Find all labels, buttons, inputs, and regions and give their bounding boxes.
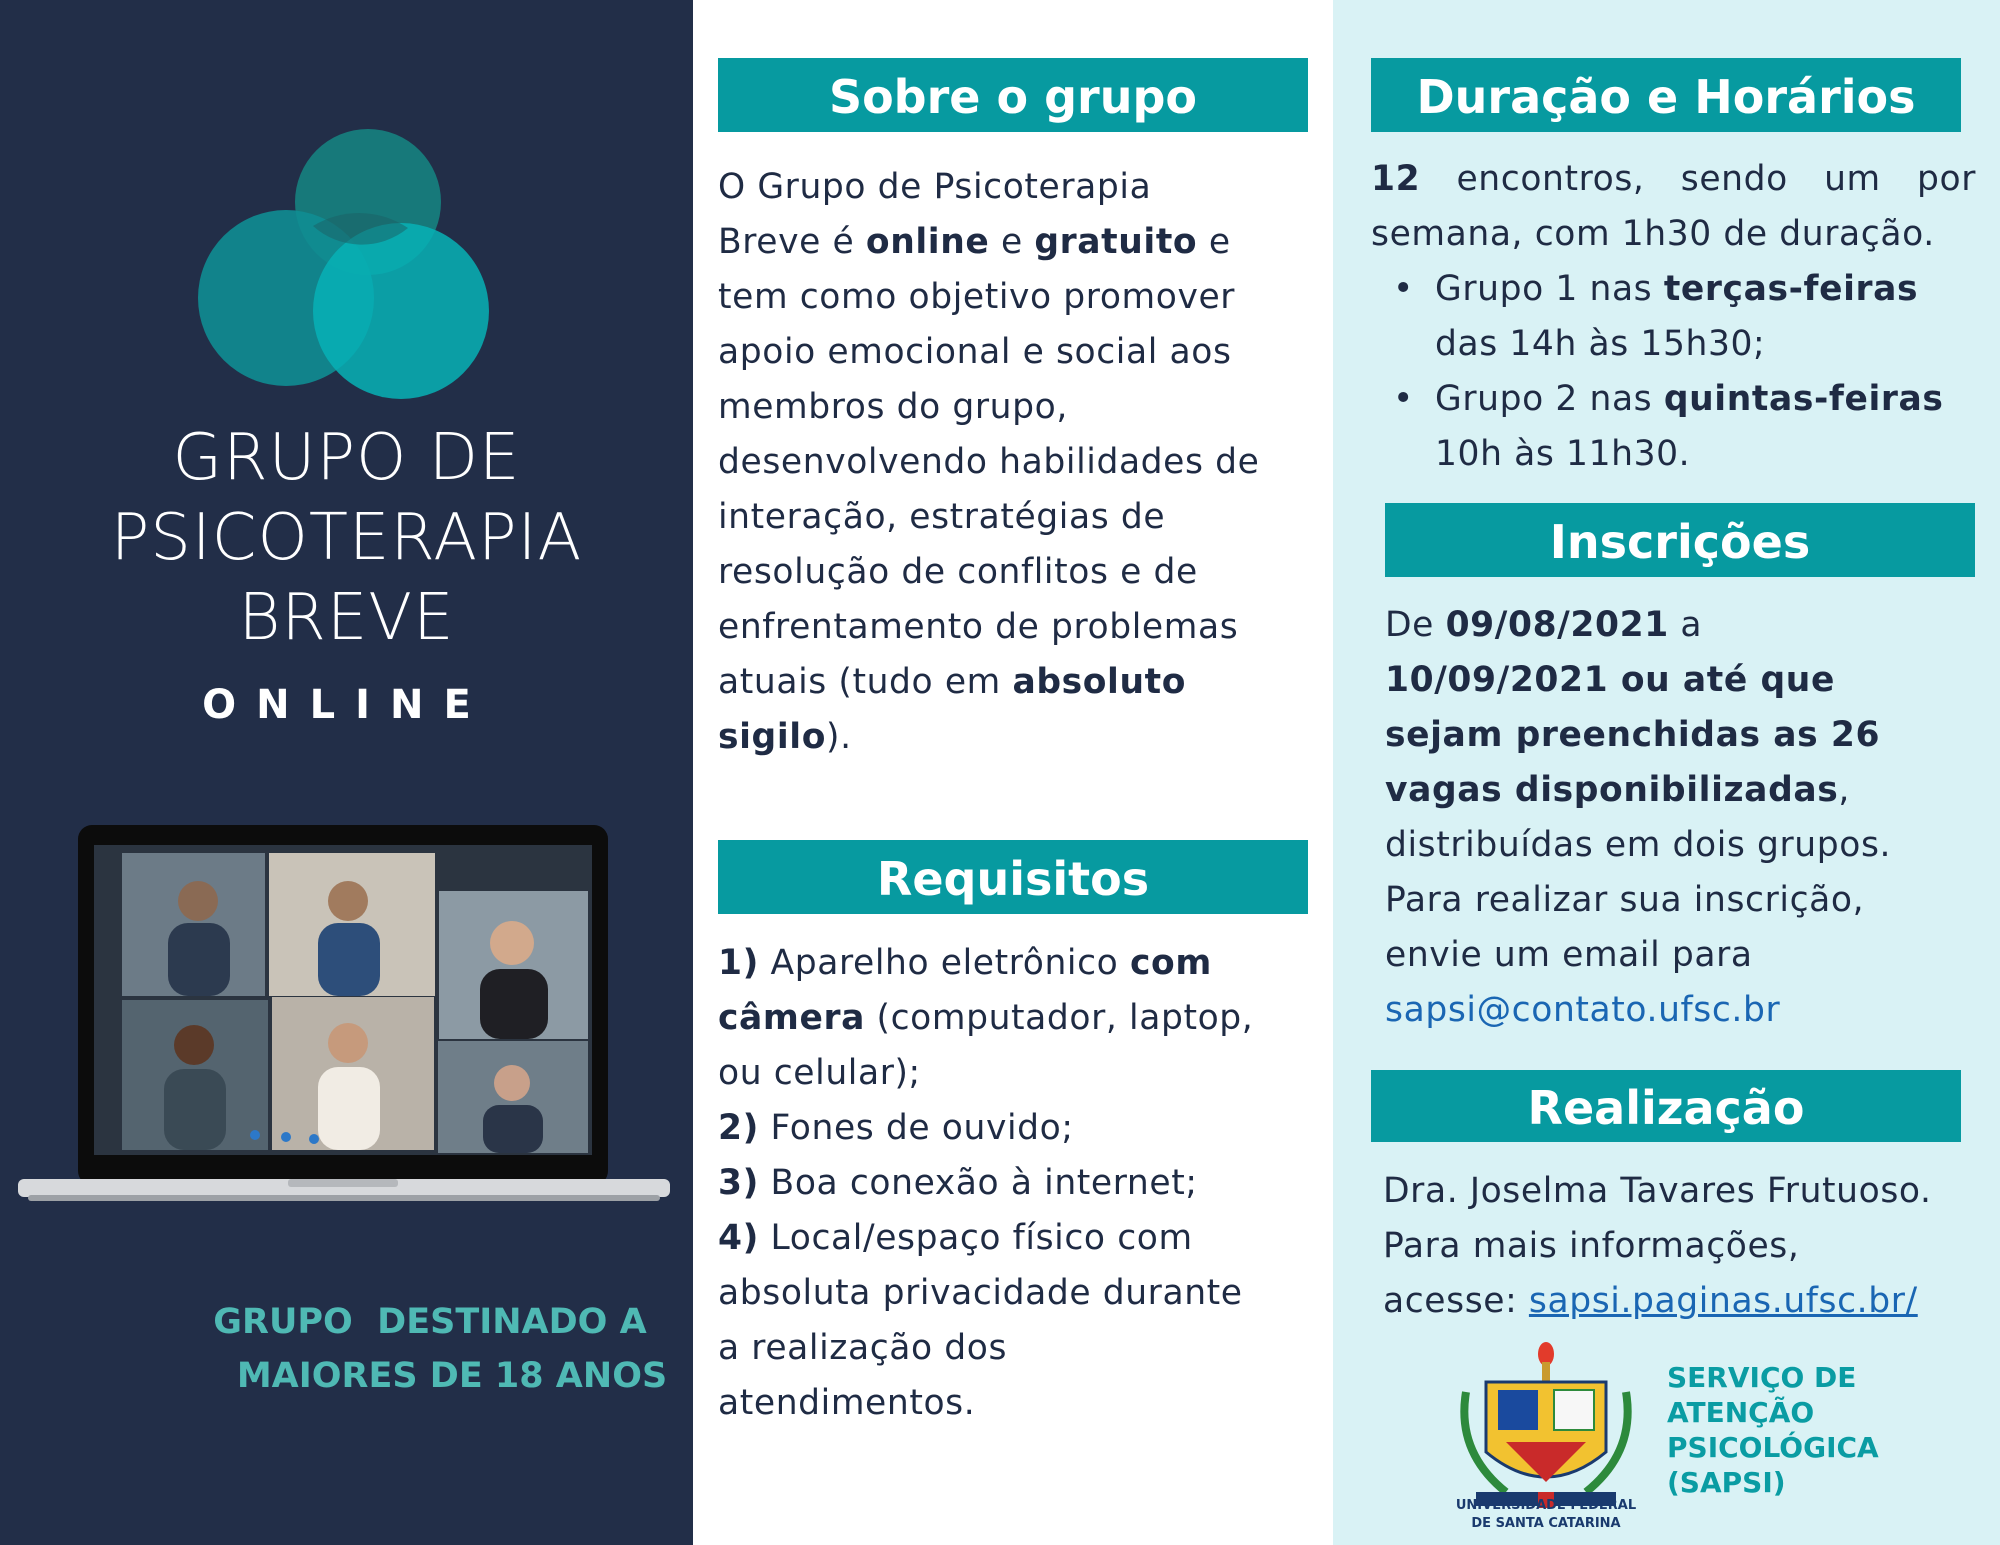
- bold-text: absoluto: [1012, 662, 1187, 702]
- ufsc-line: DE SANTA CATARINA: [1471, 1516, 1621, 1531]
- bullet-icon: •: [1393, 269, 1414, 309]
- sapsi-line: SERVIÇO DE: [1667, 1361, 1857, 1394]
- inscricoes-line: [1385, 873, 1891, 928]
- text-run: interação, estratégias de: [718, 497, 1166, 537]
- text-run: Aparelho eletrônico: [758, 943, 1130, 983]
- text-run: a: [1668, 605, 1703, 645]
- text-run: atuais (tudo em: [718, 662, 1013, 702]
- sobre-line: [718, 325, 1259, 380]
- requisitos-line: [718, 936, 1253, 991]
- bold-text: sejam preenchidas as 26: [1385, 715, 1881, 755]
- inscricoes-line: [1385, 928, 1891, 983]
- schedule-bullet-line: [1371, 262, 1976, 317]
- text-run: 10h às 11h30.: [1435, 434, 1691, 474]
- requisitos-line: [718, 1046, 1253, 1101]
- text-run: e: [989, 222, 1035, 262]
- email-link[interactable]: sapsi@contato.ufsc.br: [1385, 990, 1781, 1030]
- bold-text: 4): [718, 1218, 759, 1258]
- realizacao-info: Para mais informações,: [1383, 1226, 1800, 1266]
- text-run: Fones de ouvido;: [758, 1108, 1074, 1148]
- sobre-line: [718, 600, 1259, 655]
- realizacao-heading: Realização: [1371, 1070, 1961, 1142]
- text-run: De: [1385, 605, 1446, 645]
- duracao-body: [1371, 152, 1976, 482]
- text-run: Para realizar sua inscrição,: [1385, 880, 1865, 920]
- title-line: BREVE: [238, 581, 455, 655]
- text-run: ou celular);: [718, 1053, 921, 1093]
- audience-line: MAIORES DE 18 ANOS: [236, 1356, 668, 1396]
- requisitos-line: [718, 1101, 1253, 1156]
- text-run: e: [1197, 222, 1231, 262]
- bold-text: gratuito: [1034, 222, 1198, 262]
- sapsi-name: [1667, 1360, 1879, 1500]
- bold-text: sigilo: [718, 717, 827, 757]
- schedule-bullet-line: [1371, 427, 1976, 482]
- realizacao-body: [1383, 1164, 1932, 1329]
- audience-note: [180, 1295, 680, 1403]
- schedule-bullet-line: [1371, 317, 1976, 372]
- duracao-intro-line: [1371, 207, 1976, 262]
- requisitos-heading: Requisitos: [718, 840, 1308, 914]
- text-run: tem como objetivo promover: [718, 277, 1236, 317]
- text-run: distribuídas em dois grupos.: [1385, 825, 1892, 865]
- text-run: resolução de conflitos e de: [718, 552, 1198, 592]
- access-prefix: acesse:: [1383, 1281, 1529, 1321]
- text-run: das 14h às 15h30;: [1435, 324, 1766, 364]
- sapsi-line: ATENÇÃO: [1667, 1396, 1815, 1429]
- audience-line: GRUPO DESTINADO A: [213, 1302, 647, 1342]
- text-run: atendimentos.: [718, 1383, 976, 1423]
- bold-text: online: [865, 222, 990, 262]
- schedule-bullet-line: [1371, 372, 1976, 427]
- inscricoes-line: [1385, 708, 1891, 763]
- text-run: a realização dos: [718, 1328, 1008, 1368]
- requisitos-line: [718, 1211, 1253, 1266]
- text-run: Grupo 2 nas: [1435, 379, 1664, 419]
- duracao-heading: Duração e Horários: [1371, 58, 1961, 132]
- inscricoes-line: [1385, 763, 1891, 818]
- text-run: membros do grupo,: [718, 387, 1068, 427]
- left-panel: [0, 0, 693, 1545]
- sobre-line: [718, 160, 1259, 215]
- bold-text: quintas-feiras: [1663, 379, 1944, 419]
- bold-text: vagas disponibilizadas: [1385, 770, 1839, 810]
- text-run: Local/espaço físico com: [758, 1218, 1193, 1258]
- bold-text: 3): [718, 1163, 759, 1203]
- bold-text: câmera: [718, 998, 865, 1038]
- inscricoes-line: [1385, 818, 1891, 873]
- text-run: encontros, sendo um por: [1420, 159, 1976, 199]
- sobre-line: [718, 710, 1259, 765]
- text-run: ,: [1838, 770, 1850, 810]
- bold-text: 2): [718, 1108, 759, 1148]
- sobre-heading: Sobre o grupo: [718, 58, 1308, 132]
- text-run: (computador, laptop,: [864, 998, 1254, 1038]
- laptop-video-call-illustration-icon: [18, 823, 670, 1203]
- inscricoes-body: [1385, 598, 1891, 983]
- requisitos-line: [718, 1266, 1253, 1321]
- sobre-line: [718, 490, 1259, 545]
- text-run: absoluta privacidade durante: [718, 1273, 1243, 1313]
- text-run: Breve é: [718, 222, 866, 262]
- text-run: enfrentamento de problemas: [718, 607, 1239, 647]
- requisitos-line: [718, 1156, 1253, 1211]
- bold-text: 12: [1371, 159, 1421, 199]
- requisitos-line: [718, 1376, 1253, 1431]
- requisitos-line: [718, 991, 1253, 1046]
- text-run: ).: [826, 717, 852, 757]
- text-run: O Grupo de Psicoterapia: [718, 167, 1152, 207]
- bold-text: 09/08/2021: [1445, 605, 1669, 645]
- bullet-icon: •: [1393, 379, 1414, 419]
- sobre-line: [718, 215, 1259, 270]
- inscricoes-line: [1385, 653, 1891, 708]
- sapsi-line: (SAPSI): [1667, 1466, 1786, 1499]
- sobre-line: [718, 545, 1259, 600]
- overlapping-circles-logo-icon: [198, 128, 490, 402]
- program-subtitle: ONLINE: [202, 682, 491, 728]
- ufsc-name: [1440, 1497, 1652, 1533]
- text-run: apoio emocional e social aos: [718, 332, 1232, 372]
- bold-text: com: [1129, 943, 1212, 983]
- sobre-line: [718, 380, 1259, 435]
- sobre-body: [718, 160, 1259, 765]
- text-run: desenvolvendo habilidades de: [718, 442, 1260, 482]
- requisitos-line: [718, 1321, 1253, 1376]
- website-link[interactable]: sapsi.paginas.ufsc.br/: [1528, 1281, 1918, 1321]
- program-title: [0, 418, 693, 658]
- ufsc-line: UNIVERSIDADE FEDERAL: [1455, 1498, 1637, 1513]
- realizacao-name: Dra. Joselma Tavares Frutuoso.: [1383, 1171, 1932, 1211]
- text-run: envie um email para: [1385, 935, 1753, 975]
- sobre-line: [718, 435, 1259, 490]
- sapsi-line: PSICOLÓGICA: [1667, 1431, 1879, 1464]
- title-line: GRUPO DE: [172, 421, 521, 495]
- sobre-line: [718, 270, 1259, 325]
- bold-text: terças-feiras: [1663, 269, 1919, 309]
- realizacao-access-line: [1383, 1274, 1932, 1329]
- title-line: PSICOTERAPIA: [110, 501, 583, 575]
- inscricoes-heading: Inscrições: [1385, 503, 1975, 577]
- text-run: Grupo 1 nas: [1435, 269, 1664, 309]
- duracao-intro-line: [1371, 152, 1976, 207]
- sobre-line: [718, 655, 1259, 710]
- bold-text: 1): [718, 943, 759, 983]
- inscricoes-line: [1385, 598, 1891, 653]
- text-run: Boa conexão à internet;: [758, 1163, 1198, 1203]
- requisitos-body: [718, 936, 1253, 1431]
- bold-text: 10/09/2021 ou até que: [1385, 660, 1835, 700]
- text-run: semana, com 1h30 de duração.: [1371, 214, 1935, 254]
